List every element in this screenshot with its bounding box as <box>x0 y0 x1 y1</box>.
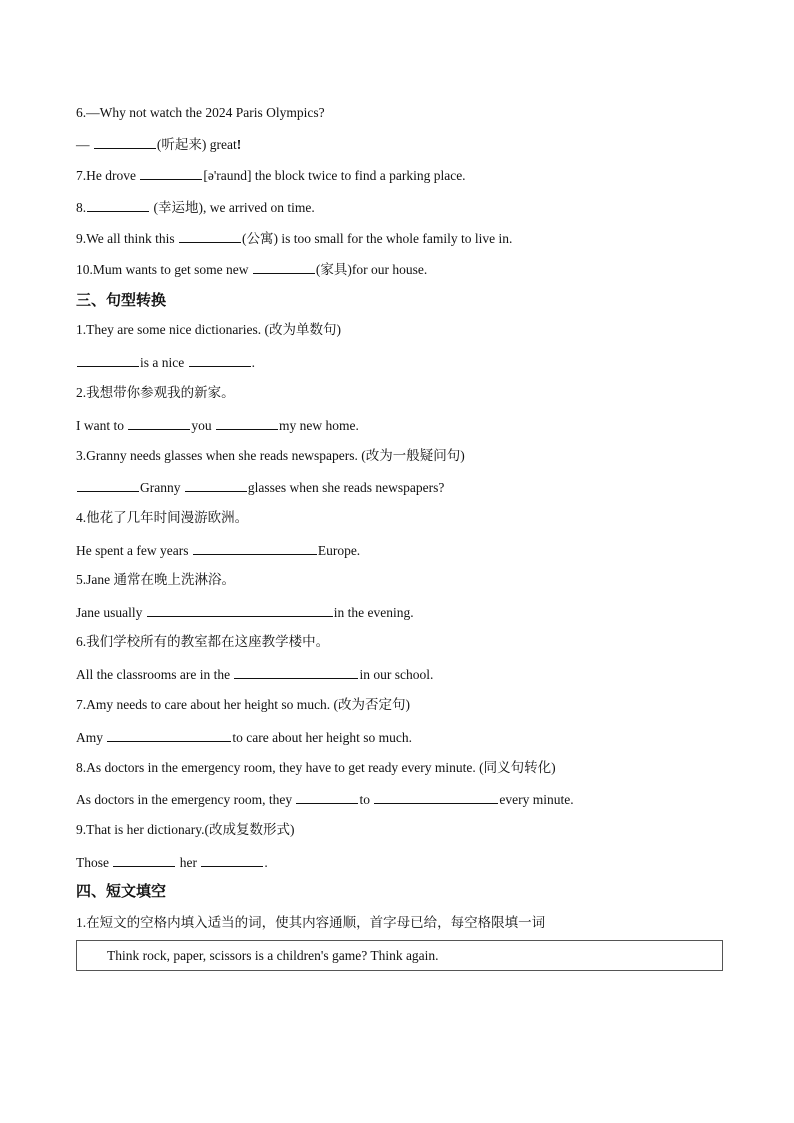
q10-line: 10.Mum wants to get some new (家具)for our house. <box>76 262 428 277</box>
s3-q2-answer: I want to you my new home. <box>76 418 359 433</box>
answer-blank[interactable] <box>77 353 139 367</box>
s3-q7-prompt: 7.Amy needs to care about her height so much. (改为否定句) <box>76 697 411 712</box>
s3-q3-answer: Granny glasses when she reads newspapers? <box>76 478 444 497</box>
s3-q4-prompt: 4.他花了几年时间漫游欧洲。 <box>76 510 249 525</box>
s3-q9-answer: Those her . <box>76 855 268 870</box>
answer-blank[interactable] <box>87 198 149 212</box>
answer-blank[interactable] <box>193 541 317 555</box>
s3-q5-prompt: 5.Jane 通常在晚上洗淋浴。 <box>76 572 235 587</box>
answer-blank[interactable] <box>296 790 358 804</box>
q8-line: 8. (幸运地), we arrived on time. <box>76 200 315 215</box>
section4-heading: 四、短文填空 <box>76 882 167 900</box>
s3-q5-answer: Jane usually in the evening. <box>76 605 414 620</box>
answer-blank[interactable] <box>77 478 139 492</box>
s3-q1-prompt: 1.They are some nice dictionaries. (改为单数句) <box>76 322 342 337</box>
answer-blank[interactable] <box>201 853 263 867</box>
answer-blank[interactable] <box>107 728 231 742</box>
s3-q6-prompt: 6.我们学校所有的教室都在这座教学楼中。 <box>76 634 330 649</box>
s3-q6-answer: All the classrooms are in the in our school. <box>76 667 434 682</box>
answer-blank[interactable] <box>147 603 333 617</box>
answer-blank[interactable] <box>128 416 190 430</box>
answer-blank[interactable] <box>113 853 175 867</box>
answer-blank[interactable] <box>374 790 498 804</box>
s4-instruction: 1.在短文的空格内填入适当的词，使其内容通顺，首字母已给，每空格限填一词 <box>76 915 546 930</box>
passage-box <box>76 940 723 971</box>
answer-blank[interactable] <box>185 478 247 492</box>
answer-blank[interactable] <box>253 260 315 274</box>
answer-blank[interactable] <box>234 665 358 679</box>
answer-blank[interactable] <box>216 416 278 430</box>
q6-line-a: 6.—Why not watch the 2024 Paris Olympics? <box>76 105 325 120</box>
q9-line: 9.We all think this (公寓) is too small for the whole family to live in. <box>76 231 513 246</box>
answer-blank[interactable] <box>189 353 251 367</box>
q7-line: 7.He drove [ə'raund] the block twice to find a parking place. <box>76 168 466 183</box>
s3-q3-prompt: 3.Granny needs glasses when she reads newspapers. (改为一般疑问句) <box>76 448 465 463</box>
s3-q7-answer: Amy to care about her height so much. <box>76 730 412 745</box>
s3-q8-answer: As doctors in the emergency room, they to every minute. <box>76 792 574 807</box>
answer-blank[interactable] <box>94 135 156 149</box>
s3-q9-prompt: 9.That is her dictionary.(改成复数形式) <box>76 822 295 837</box>
answer-blank[interactable] <box>140 166 202 180</box>
passage-text: Think rock, paper, scissors is a children's game? Think again. <box>107 948 439 963</box>
q6-line-b: — (听起来) great! <box>76 137 242 152</box>
s3-q8-prompt: 8.As doctors in the emergency room, they have to get ready every minute. (同义句转化) <box>76 760 556 775</box>
s3-q4-answer: He spent a few years Europe. <box>76 543 361 558</box>
answer-blank[interactable] <box>179 229 241 243</box>
section3-heading: 三、句型转换 <box>76 291 167 309</box>
s3-q2-prompt: 2.我想带你参观我的新家。 <box>76 385 235 400</box>
s3-q1-answer: is a nice . <box>76 353 255 372</box>
